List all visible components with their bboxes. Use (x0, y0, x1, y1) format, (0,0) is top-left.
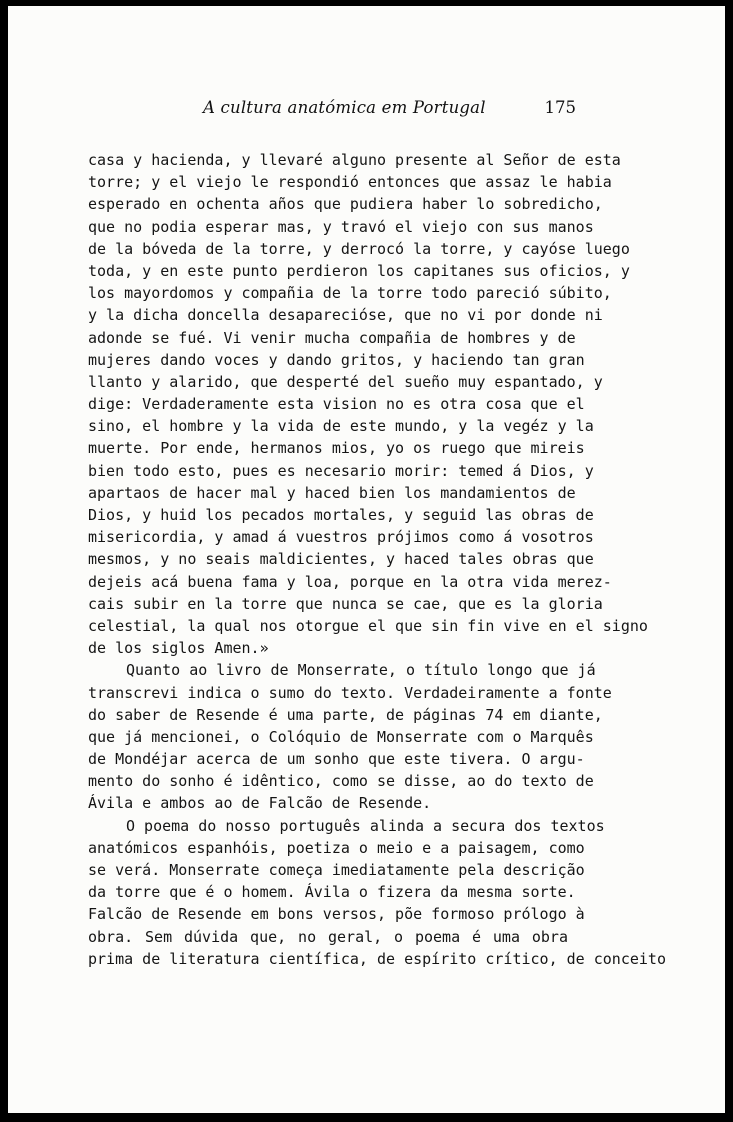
text-line: anatómicos espanhóis, poetiza o meio e a paisagem, como (88, 838, 585, 857)
running-title: A cultura anatómica em Portugal (203, 98, 486, 117)
text-line: obra. Sem dúvida que, no geral, o poema é uma obra (88, 927, 568, 946)
text-line: se verá. Monserrate começa imediatamente pela descrição (88, 861, 585, 879)
paragraph-poema (88, 815, 666, 970)
text-line: torre; y el viejo le respondió entonces que assaz le habia (88, 173, 612, 192)
page-number: 175 (544, 98, 576, 117)
text-line: Dios, y huid los pecados mortales, y seguid las obras de (88, 506, 594, 524)
book-page (8, 6, 725, 1113)
text-line: apartaos de hacer mal y haced bien los mandamientos de (88, 483, 576, 502)
text-line: esperado en ochenta años que pudiera haber lo sobredicho, (88, 195, 603, 214)
page-header (88, 98, 576, 126)
text-line: Quanto ao livro de Monserrate, o título longo que já (126, 661, 596, 680)
text-line: O poema do nosso português alinda a secura dos textos (126, 816, 605, 835)
text-line: dejeis acá buena fama y loa, porque en la otra vida merez- (88, 572, 612, 591)
text-line: toda, y en este punto perdieron los capitanes sus oficios, y (88, 261, 630, 280)
body-text (88, 149, 666, 970)
text-line: que no podia esperar mas, y travó el viejo con sus manos (88, 217, 594, 236)
text-line: celestial, la qual nos otorgue el que sin fin vive en el signo (88, 616, 648, 635)
text-line: transcrevi indica o sumo do texto. Verdadeiramente a fonte (88, 683, 612, 702)
text-line: cais subir en la torre que nunca se cae, que es la gloria (88, 594, 603, 613)
text-line: Falcão de Resende em bons versos, põe formoso prólogo à (88, 905, 585, 924)
text-line: prima de literatura científica, de espírito crítico, de conceito (88, 949, 666, 968)
text-line: mesmos, y no seais maldicientes, y haced tales obras que (88, 550, 594, 569)
text-line: mento do sonho é idêntico, como se disse, ao do texto de (88, 772, 594, 791)
text-line: de Mondéjar acerca de um sonho que este tivera. O argu- (88, 750, 585, 769)
text-line: bien todo esto, pues es necesario morir: temed á Dios, y (88, 461, 594, 480)
text-line: adonde se fué. Vi venir mucha compañia de hombres y de (88, 328, 576, 347)
text-line: sino, el hombre y la vida de este mundo, y la vegéz y la (88, 417, 594, 436)
text-line: casa y hacienda, y llevaré alguno presente al Señor de esta (88, 151, 621, 169)
text-line: mujeres dando voces y dando gritos, y haciendo tan gran (88, 350, 585, 369)
text-line: dige: Verdaderamente esta vision no es otra cosa que el (88, 395, 585, 414)
text-line: misericordia, y amad á vuestros prójimos como á vosotros (88, 528, 594, 547)
text-line: do saber de Resende é uma parte, de páginas 74 em diante, (88, 705, 603, 724)
paragraph-quote (88, 149, 648, 659)
text-line: llanto y alarido, que desperté del sueño muy espantado, y (88, 372, 603, 391)
text-line: da torre que é o homem. Ávila o fizera da mesma sorte. (88, 883, 576, 902)
text-line: los mayordomos y compañia de la torre todo pareció súbito, (88, 284, 612, 303)
text-line: que já mencionei, o Colóquio de Monserrate com o Marquês (88, 727, 594, 746)
text-line: muerte. Por ende, hermanos mios, yo os ruego que mireis (88, 439, 585, 458)
text-line: Ávila e ambos ao de Falcão de Resende. (88, 794, 432, 813)
text-line: de la bóveda de la torre, y derrocó la torre, y cayóse luego (88, 239, 630, 258)
text-line: y la dicha doncella desapareciόse, que no vi por donde ni (88, 306, 603, 325)
paragraph-monserrate (88, 659, 612, 814)
text-line: de los siglos Amen.» (88, 639, 269, 658)
